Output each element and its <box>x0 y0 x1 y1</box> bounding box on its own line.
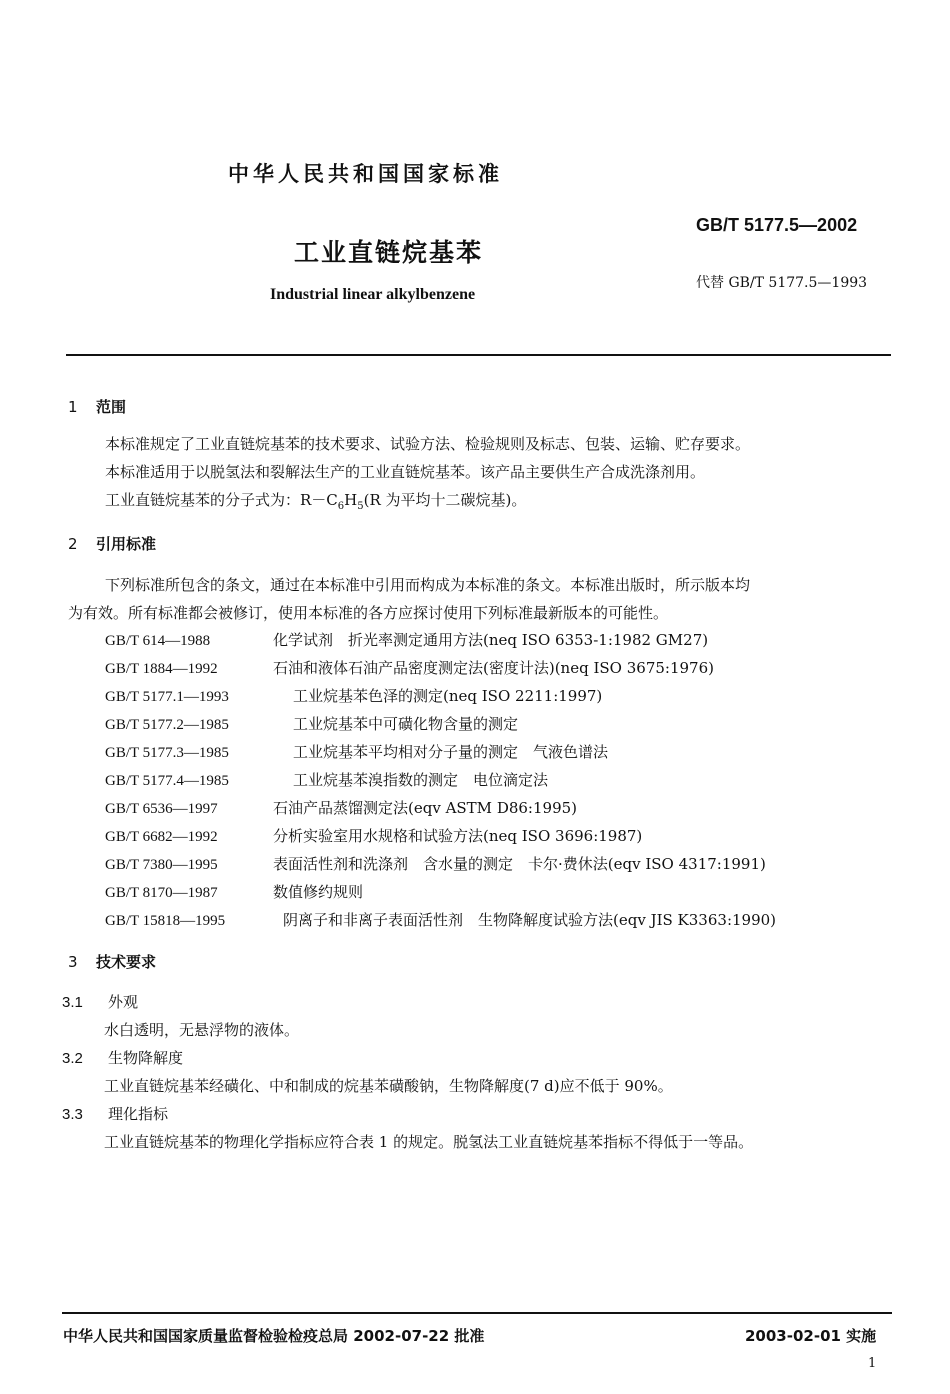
paragraph: 水白透明，无悬浮物的液体。 <box>104 1021 300 1039</box>
subsection-number: 3.2 <box>62 1050 83 1067</box>
reference-code: GB/T 5177.4—1985 <box>105 773 229 789</box>
reference-title: 阴离子和非离子表面活性剂 生物降解度试验方法(eqv JIS K3363:1990) <box>283 911 777 929</box>
reference-title: 分析实验室用水规格和试验方法(neq ISO 3696:1987) <box>273 827 643 845</box>
effective-date: 2003-02-01 实施 <box>745 1327 877 1345</box>
subsection-3-1-heading <box>62 991 138 1012</box>
section-1-heading <box>68 396 126 417</box>
reference-item <box>105 797 577 818</box>
reference-item <box>105 769 548 790</box>
subsection-number: 3.3 <box>62 1106 83 1123</box>
paragraph: 本标准规定了工业直链烷基苯的技术要求、试验方法、检验规则及标志、包装、运输、贮存要求。 <box>105 435 751 453</box>
reference-title: 化学试剂 折光率测定通用方法(neq ISO 6353-1:1982 GM27) <box>273 631 709 649</box>
standard-type-heading: 中华人民共和国国家标准 <box>228 162 503 186</box>
footer-rule <box>62 1312 892 1314</box>
section-number: 2 <box>68 535 78 553</box>
reference-code: GB/T 614—1988 <box>105 633 211 649</box>
reference-title: 表面活性剂和洗涤剂 含水量的测定 卡尔·费休法(eqv ISO 4317:1991) <box>273 855 766 873</box>
page-number: 1 <box>868 1356 877 1371</box>
issue-date: 中华人民共和国国家质量监督检验检疫总局 2002-07-22 批准 <box>63 1327 485 1345</box>
section-3-heading <box>68 951 156 972</box>
formula-text: (R 为平均十二碳烷基)。 <box>363 491 527 509</box>
section-title: 技术要求 <box>96 953 157 971</box>
standard-number: GB/T 5177.5—2002 <box>696 215 858 235</box>
header-rule <box>66 354 891 356</box>
reference-code: GB/T 15818—1995 <box>105 913 226 929</box>
subsection-title: 理化指标 <box>108 1105 169 1123</box>
subsection-number: 3.1 <box>62 994 83 1011</box>
reference-item <box>105 741 608 762</box>
reference-item <box>105 657 714 678</box>
reference-item <box>105 853 766 874</box>
reference-item <box>105 713 518 734</box>
subscript: 6 <box>337 501 345 512</box>
paragraph: 下列标准所包含的条文，通过在本标准中引用而构成为本标准的条文。本标准出版时，所示版本均 <box>105 576 751 594</box>
section-2-heading <box>68 533 156 554</box>
reference-code: GB/T 5177.1—1993 <box>105 689 229 705</box>
subsection-title: 生物降解度 <box>108 1049 184 1067</box>
formula-text: H <box>344 491 358 509</box>
section-number: 3 <box>68 953 78 971</box>
reference-item <box>105 909 776 930</box>
reference-code: GB/T 5177.2—1985 <box>105 717 229 733</box>
subsection-3-2-heading <box>62 1047 183 1068</box>
paragraph: 工业直链烷基苯的物理化学指标应符合表 1 的规定。脱氢法工业直链烷基苯指标不得低于一等品。 <box>104 1133 754 1151</box>
paragraph: 本标准适用于以脱氢法和裂解法生产的工业直链烷基苯。该产品主要供生产合成洗涤剂用。 <box>105 463 706 481</box>
reference-code: GB/T 1884—1992 <box>105 661 218 677</box>
replaces-standard: 代替 GB/T 5177.5—1993 <box>696 275 868 291</box>
title-english: Industrial linear alkylbenzene <box>270 286 476 303</box>
reference-title: 工业烷基苯色泽的测定(neq ISO 2211:1997) <box>293 687 603 705</box>
subsection-3-3-heading <box>62 1103 168 1124</box>
paragraph: 为有效。所有标准都会被修订，使用本标准的各方应探讨使用下列标准最新版本的可能性。 <box>68 604 669 622</box>
reference-item <box>105 825 642 846</box>
section-title: 范围 <box>96 398 127 416</box>
reference-code: GB/T 7380—1995 <box>105 857 218 873</box>
reference-item <box>105 881 363 902</box>
paragraph: 工业直链烷基苯经磺化、中和制成的烷基苯磺酸钠，生物降解度(7 d)应不低于 90%。 <box>104 1077 673 1095</box>
reference-code: GB/T 8170—1987 <box>105 885 218 901</box>
reference-title: 工业烷基苯平均相对分子量的测定 气液色谱法 <box>293 743 609 761</box>
section-title: 引用标准 <box>96 535 157 553</box>
reference-title: 工业烷基苯溴指数的测定 电位滴定法 <box>293 771 549 789</box>
reference-title: 石油产品蒸馏测定法(eqv ASTM D86:1995) <box>273 799 578 817</box>
reference-code: GB/T 5177.3—1985 <box>105 745 229 761</box>
reference-title: 工业烷基苯中可磺化物含量的测定 <box>293 715 519 733</box>
formula-text: 工业直链烷基苯的分子式为：R－C <box>105 491 338 509</box>
reference-item <box>105 629 708 650</box>
subsection-title: 外观 <box>108 993 139 1011</box>
subscript: 5 <box>357 501 364 512</box>
reference-title: 石油和液体石油产品密度测定法(密度计法)(neq ISO 3675:1976) <box>273 659 714 677</box>
title-chinese: 工业直链烷基苯 <box>294 238 484 267</box>
reference-title: 数值修约规则 <box>273 883 364 901</box>
reference-item <box>105 685 602 706</box>
reference-code: GB/T 6536—1997 <box>105 801 218 817</box>
formula-paragraph <box>105 489 526 512</box>
section-number: 1 <box>68 398 78 416</box>
reference-code: GB/T 6682—1992 <box>105 829 218 845</box>
